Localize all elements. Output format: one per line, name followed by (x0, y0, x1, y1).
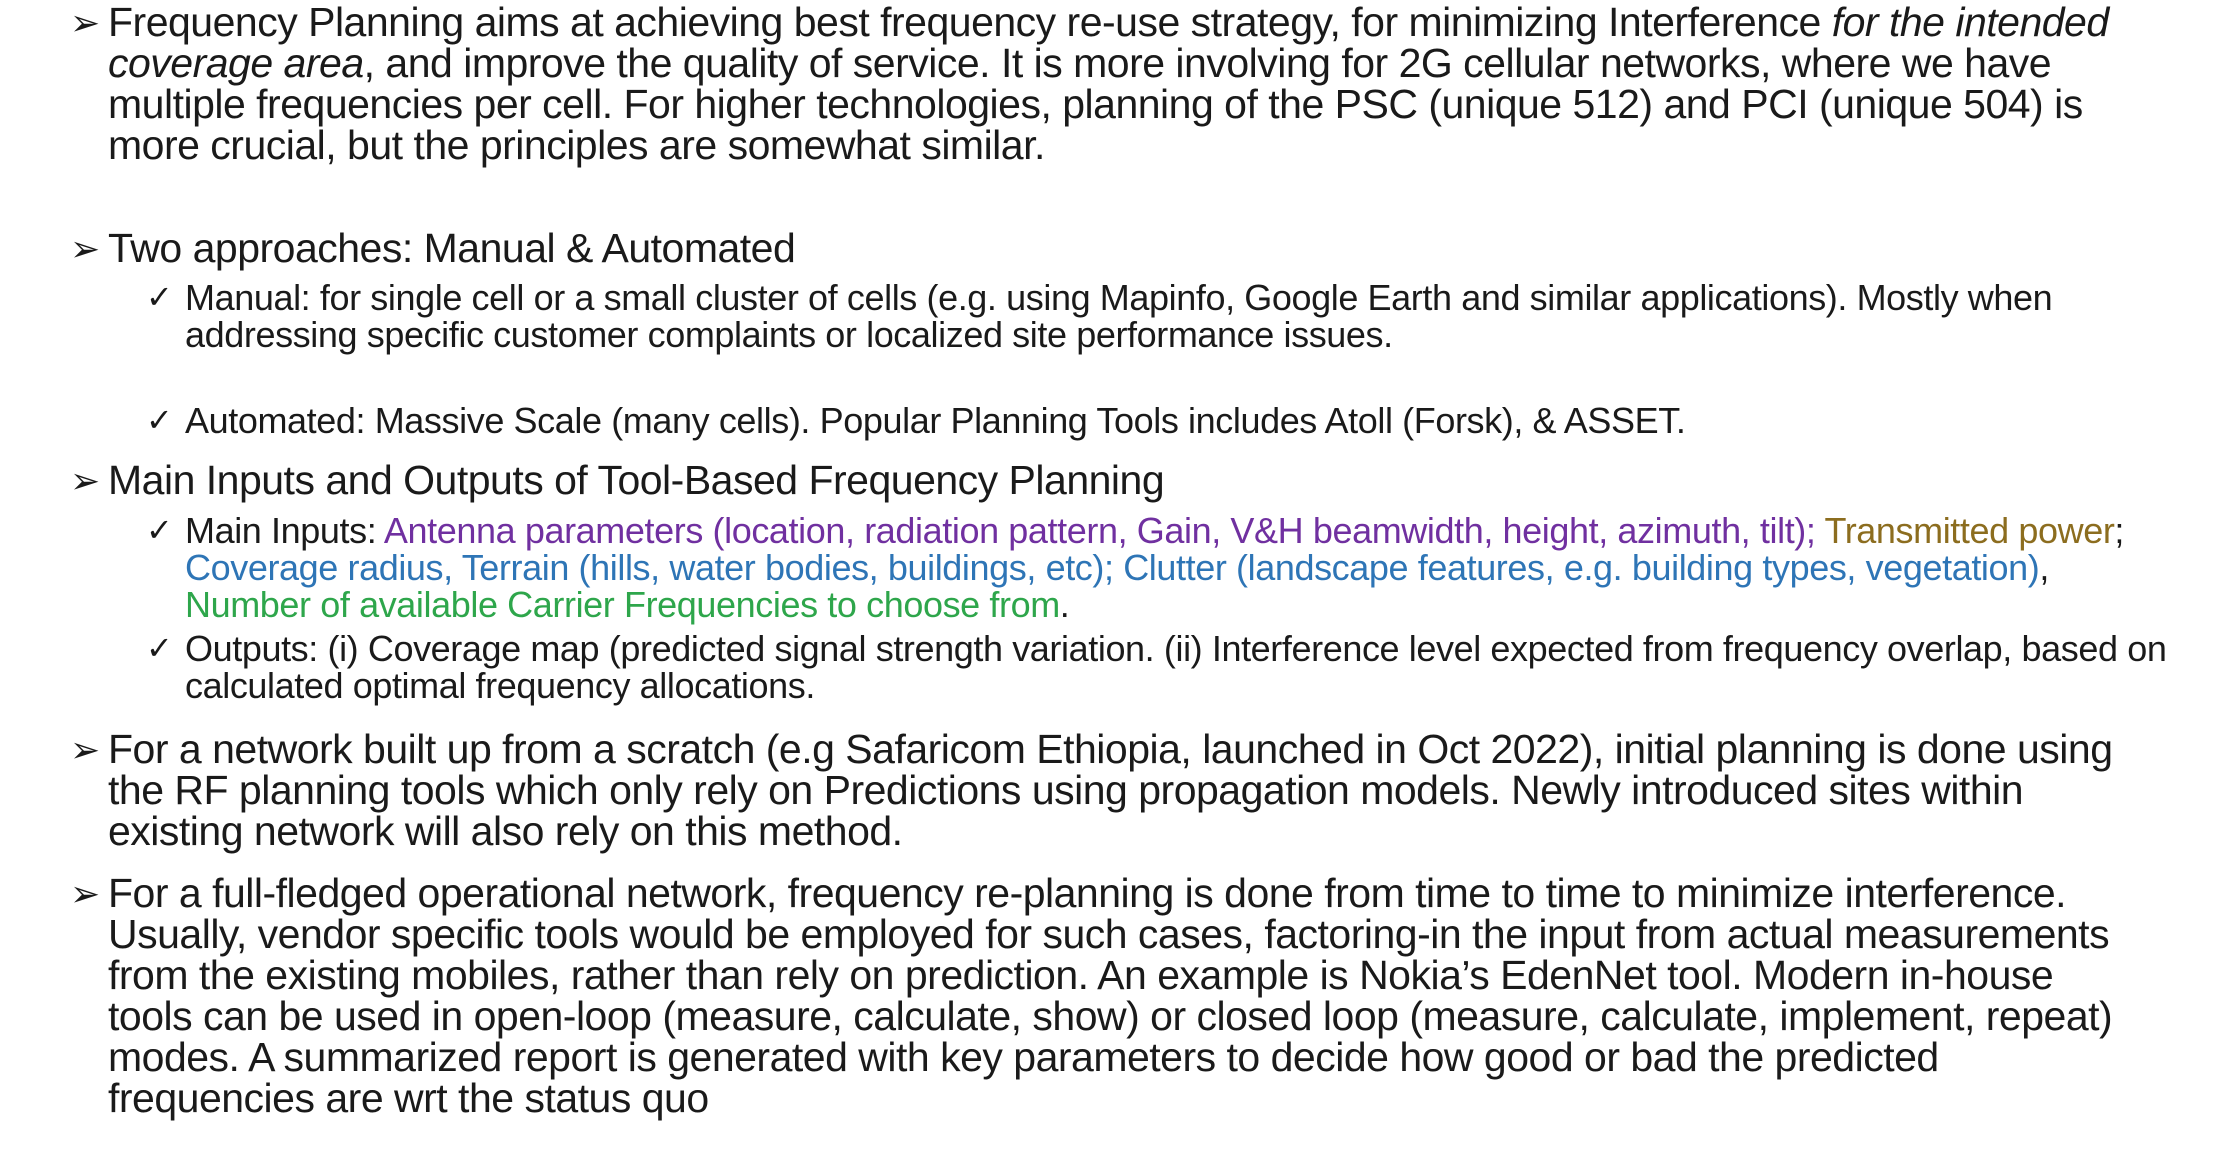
bullet-operational-network (0, 870, 2156, 1121)
bullet-text: For a network built up from a scratch (e.g Safaricom Ethiopia, launched in Oct 2022), initial planning is done using the RF planning tools which only rely on Predictions using propagation models. Newly introduced sites within existing network will also rely on this method. (108, 726, 2113, 854)
bullet-main-inputs-outputs (0, 457, 2156, 503)
arrow-bullet-icon: ➢ (70, 228, 100, 269)
bullet-text: Frequency Planning aims at achieving best frequency re-use strategy, for minimizing Interference (108, 0, 1832, 45)
inputs-coverage-terrain-clutter: Coverage radius, Terrain (hills, water bodies, buildings, etc); Clutter (landscape features, e.g. building types, vegetation) (185, 547, 2040, 588)
check-bullet-icon: ✓ (146, 279, 173, 315)
sub-bullet-text: Manual: for single cell or a small cluster of cells (e.g. using Mapinfo, Google Earth and similar applications). Mostly when addressing specific customer complaints or localized site performance issues. (185, 277, 2053, 355)
check-bullet-icon: ✓ (146, 512, 173, 548)
bullet-text: Two approaches: Manual & Automated (108, 225, 796, 271)
inputs-label: Main Inputs: (185, 510, 384, 551)
bullet-frequency-planning-aims (0, 2, 2156, 166)
sub-bullet-text: Outputs: (i) Coverage map (predicted signal strength variation. (ii) Interference level expected from frequency overlap, based on calculated optimal frequency allocations. (185, 628, 2167, 706)
arrow-bullet-icon: ➢ (70, 460, 100, 501)
check-bullet-icon: ✓ (146, 402, 173, 438)
sub-bullet-automated (0, 402, 2233, 439)
sub-bullet-text: Automated: Massive Scale (many cells). Popular Planning Tools includes Atoll (Forsk), & ASSET. (185, 400, 1686, 441)
arrow-bullet-icon: ➢ (70, 2, 100, 43)
sub-bullet-outputs (0, 630, 2233, 704)
bullet-text: Main Inputs and Outputs of Tool-Based Frequency Planning (108, 457, 1165, 503)
bullet-two-approaches (0, 225, 2156, 271)
inputs-carrier-frequencies: Number of available Carrier Frequencies to choose from (185, 584, 1060, 625)
inputs-separator: , (2039, 547, 2049, 588)
arrow-bullet-icon: ➢ (70, 873, 100, 914)
bullet-text: For a full-fledged operational network, frequency re-planning is done from time to time to minimize interference. Usually, vendor specific tools would be employed for such cases, factoring-in the input from actual measurements from the existing mobiles, rather than rely on prediction. An example is Nokia’s EdenNet tool. Modern in-house tools can be used in open-loop (measure, calculate, show) or closed loop (measure, calculate, implement, repeat) modes. A summarized report is generated with key parameters to decide how good or bad the predicted frequencies are wrt the status quo (108, 870, 2113, 1121)
check-bullet-icon: ✓ (146, 630, 173, 666)
inputs-antenna-parameters: Antenna parameters (location, radiation pattern, Gain, V&H beamwidth, height, azimuth, tilt); (383, 510, 1825, 551)
inputs-separator: ; (2114, 510, 2125, 551)
inputs-transmitted-power: Transmitted power (1824, 510, 2115, 551)
inputs-end: . (1059, 584, 1070, 625)
bullet-text-continued: , and improve the quality of service. It is more involving for 2G cellular networks, where we have multiple frequencies per cell. For higher technologies, planning of the PSC (unique 512) and PCI (unique 504) is more crucial, but the principles are somewhat similar. (108, 40, 2083, 168)
bullet-network-from-scratch (0, 726, 2156, 854)
sub-bullet-manual (0, 279, 2233, 353)
sub-bullet-main-inputs (0, 512, 2233, 623)
bullet-text-emphasis: for the intended coverage area (108, 0, 2109, 86)
arrow-bullet-icon: ➢ (70, 729, 100, 770)
